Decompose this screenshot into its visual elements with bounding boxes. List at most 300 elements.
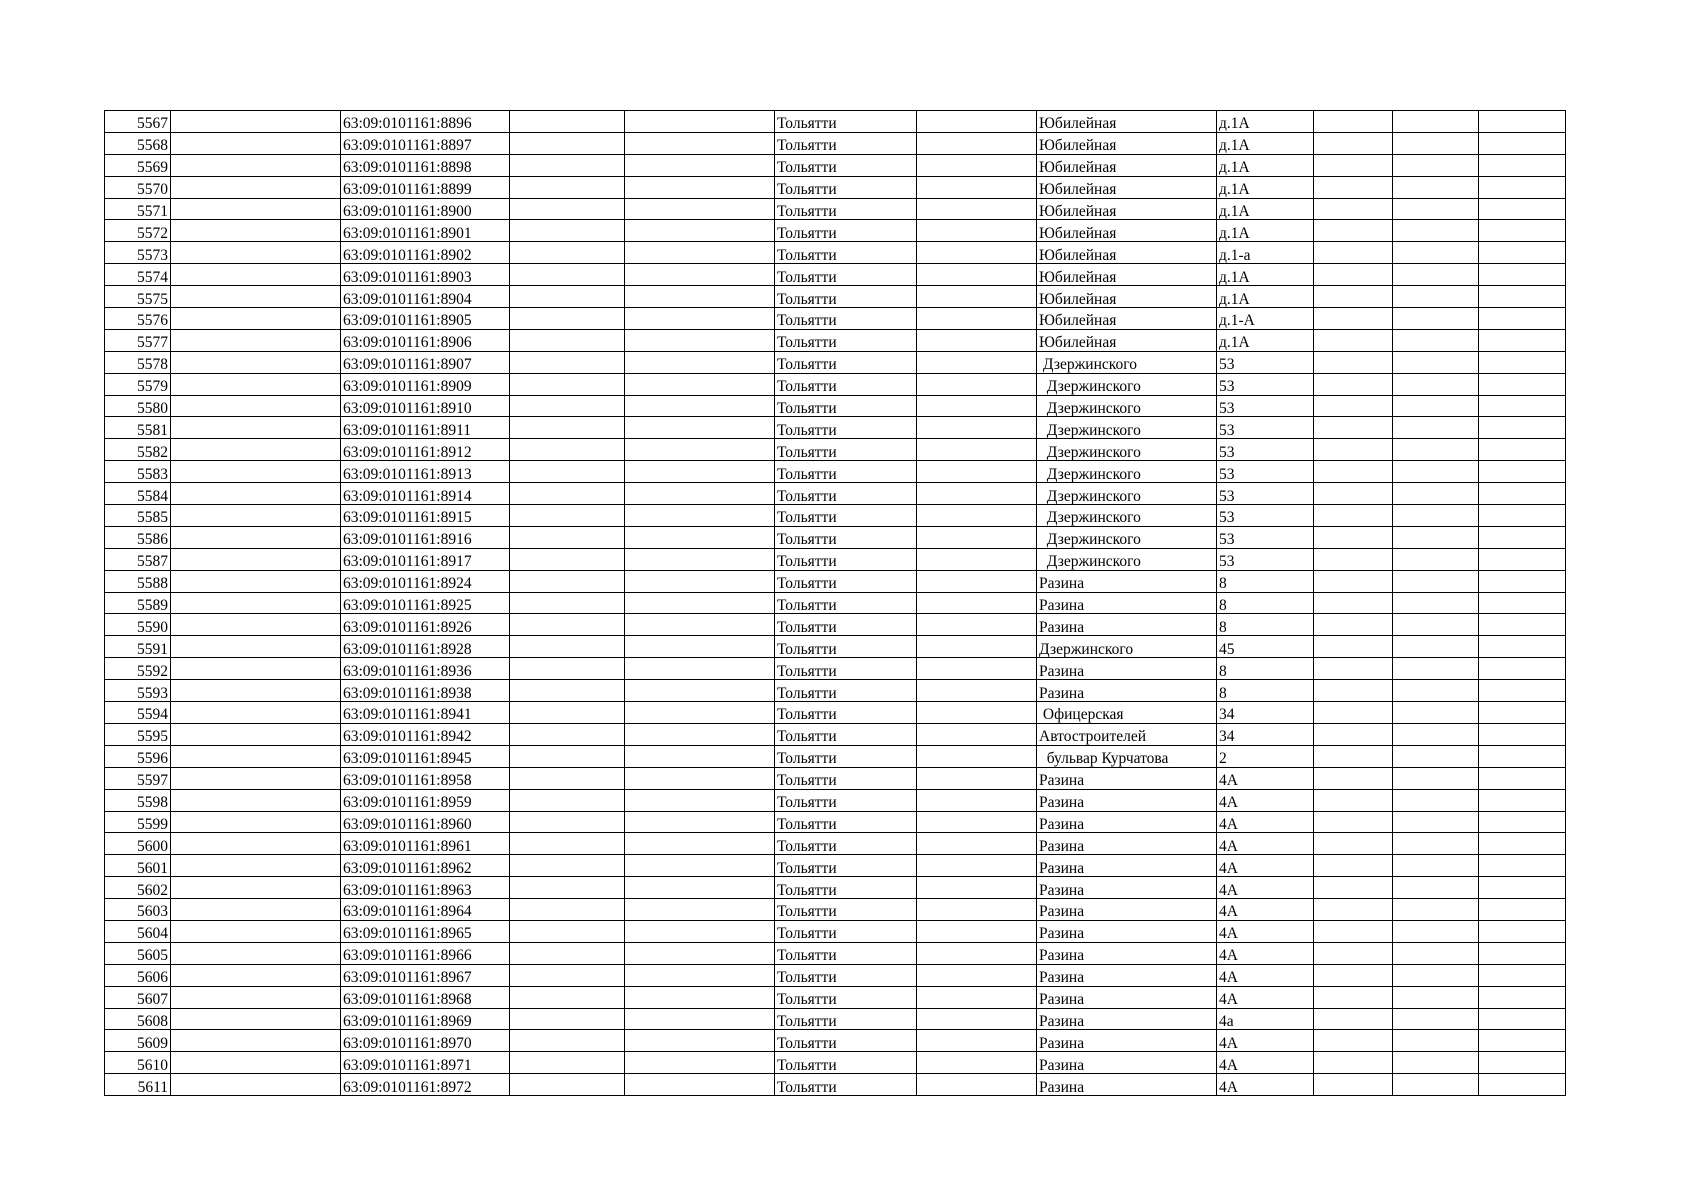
empty-cell <box>917 351 1037 373</box>
empty-cell <box>1479 986 1566 1008</box>
empty-cell <box>1314 176 1393 198</box>
cadastral-number-cell: 63:09:0101161:8925 <box>341 592 510 614</box>
city-cell: Тольятти <box>775 395 917 417</box>
table-row <box>105 833 1566 855</box>
table-row <box>105 942 1566 964</box>
street-cell: Автостроителей <box>1037 723 1217 745</box>
empty-cell <box>1393 505 1479 527</box>
empty-cell <box>1314 570 1393 592</box>
empty-cell <box>1314 658 1393 680</box>
empty-cell <box>1393 154 1479 176</box>
house-number-cell: д.1А <box>1217 154 1314 176</box>
empty-cell <box>917 680 1037 702</box>
empty-cell <box>1479 111 1566 133</box>
cadastral-number-cell: 63:09:0101161:8961 <box>341 833 510 855</box>
empty-cell <box>1393 264 1479 286</box>
registry-body <box>105 111 1566 1096</box>
empty-cell <box>171 483 341 505</box>
city-cell: Тольятти <box>775 351 917 373</box>
city-cell: Тольятти <box>775 176 917 198</box>
empty-cell <box>1393 592 1479 614</box>
empty-cell <box>1314 702 1393 724</box>
empty-cell <box>917 1030 1037 1052</box>
empty-cell <box>1314 745 1393 767</box>
empty-cell <box>1393 286 1479 308</box>
house-number-cell: 34 <box>1217 702 1314 724</box>
table-row <box>105 373 1566 395</box>
row-number-cell: 5593 <box>105 680 171 702</box>
empty-cell <box>510 286 625 308</box>
empty-cell <box>1393 636 1479 658</box>
empty-cell <box>1479 351 1566 373</box>
empty-cell <box>917 198 1037 220</box>
cadastral-number-cell: 63:09:0101161:8898 <box>341 154 510 176</box>
city-cell: Тольятти <box>775 1074 917 1096</box>
empty-cell <box>917 877 1037 899</box>
empty-cell <box>1314 964 1393 986</box>
table-row <box>105 1008 1566 1030</box>
empty-cell <box>1314 308 1393 330</box>
empty-cell <box>917 132 1037 154</box>
empty-cell <box>917 570 1037 592</box>
house-number-cell: д.1А <box>1217 220 1314 242</box>
empty-cell <box>1479 614 1566 636</box>
table-row <box>105 242 1566 264</box>
empty-cell <box>1479 548 1566 570</box>
empty-cell <box>917 745 1037 767</box>
cadastral-number-cell: 63:09:0101161:8903 <box>341 264 510 286</box>
row-number-cell: 5599 <box>105 811 171 833</box>
street-cell: Дзержинского <box>1037 351 1217 373</box>
street-cell: Разина <box>1037 1030 1217 1052</box>
house-number-cell: 53 <box>1217 395 1314 417</box>
empty-cell <box>1393 1074 1479 1096</box>
empty-cell <box>1393 373 1479 395</box>
empty-cell <box>1393 417 1479 439</box>
table-row <box>105 658 1566 680</box>
empty-cell <box>1393 833 1479 855</box>
house-number-cell: 53 <box>1217 439 1314 461</box>
empty-cell <box>1393 1052 1479 1074</box>
empty-cell <box>625 483 775 505</box>
empty-cell <box>917 373 1037 395</box>
empty-cell <box>917 483 1037 505</box>
cadastral-number-cell: 63:09:0101161:8969 <box>341 1008 510 1030</box>
empty-cell <box>917 964 1037 986</box>
empty-cell <box>917 942 1037 964</box>
city-cell: Тольятти <box>775 592 917 614</box>
table-row <box>105 176 1566 198</box>
table-row <box>105 899 1566 921</box>
row-number-cell: 5605 <box>105 942 171 964</box>
empty-cell <box>625 132 775 154</box>
empty-cell <box>1314 592 1393 614</box>
empty-cell <box>171 942 341 964</box>
empty-cell <box>1314 1008 1393 1030</box>
street-cell: Разина <box>1037 1074 1217 1096</box>
street-cell: Дзержинского <box>1037 505 1217 527</box>
house-number-cell: 8 <box>1217 592 1314 614</box>
row-number-cell: 5598 <box>105 789 171 811</box>
street-cell: Юбилейная <box>1037 286 1217 308</box>
house-number-cell: д.1А <box>1217 264 1314 286</box>
city-cell: Тольятти <box>775 877 917 899</box>
cadastral-number-cell: 63:09:0101161:8912 <box>341 439 510 461</box>
empty-cell <box>1314 111 1393 133</box>
cadastral-number-cell: 63:09:0101161:8910 <box>341 395 510 417</box>
table-row <box>105 592 1566 614</box>
empty-cell <box>1314 505 1393 527</box>
city-cell: Тольятти <box>775 614 917 636</box>
row-number-cell: 5604 <box>105 920 171 942</box>
empty-cell <box>917 636 1037 658</box>
empty-cell <box>1479 154 1566 176</box>
table-row <box>105 680 1566 702</box>
empty-cell <box>917 286 1037 308</box>
empty-cell <box>1314 811 1393 833</box>
empty-cell <box>1393 964 1479 986</box>
empty-cell <box>171 614 341 636</box>
house-number-cell: 34 <box>1217 723 1314 745</box>
street-cell: Разина <box>1037 855 1217 877</box>
city-cell: Тольятти <box>775 1008 917 1030</box>
empty-cell <box>171 242 341 264</box>
empty-cell <box>917 526 1037 548</box>
empty-cell <box>510 899 625 921</box>
empty-cell <box>171 308 341 330</box>
empty-cell <box>510 242 625 264</box>
cadastral-number-cell: 63:09:0101161:8963 <box>341 877 510 899</box>
street-cell: Разина <box>1037 833 1217 855</box>
cadastral-number-cell: 63:09:0101161:8905 <box>341 308 510 330</box>
empty-cell <box>917 439 1037 461</box>
empty-cell <box>1479 483 1566 505</box>
empty-cell <box>1479 308 1566 330</box>
house-number-cell: 4а <box>1217 1008 1314 1030</box>
row-number-cell: 5581 <box>105 417 171 439</box>
street-cell: Дзержинского <box>1037 461 1217 483</box>
cadastral-number-cell: 63:09:0101161:8936 <box>341 658 510 680</box>
empty-cell <box>917 242 1037 264</box>
city-cell: Тольятти <box>775 329 917 351</box>
empty-cell <box>510 373 625 395</box>
house-number-cell: 4А <box>1217 833 1314 855</box>
empty-cell <box>171 461 341 483</box>
empty-cell <box>510 986 625 1008</box>
empty-cell <box>510 767 625 789</box>
empty-cell <box>171 111 341 133</box>
empty-cell <box>1479 877 1566 899</box>
empty-cell <box>171 526 341 548</box>
empty-cell <box>917 329 1037 351</box>
empty-cell <box>171 767 341 789</box>
empty-cell <box>171 1030 341 1052</box>
house-number-cell: 8 <box>1217 658 1314 680</box>
empty-cell <box>1479 964 1566 986</box>
empty-cell <box>510 811 625 833</box>
street-cell: Дзержинского <box>1037 483 1217 505</box>
empty-cell <box>1479 745 1566 767</box>
empty-cell <box>510 680 625 702</box>
cadastral-number-cell: 63:09:0101161:8945 <box>341 745 510 767</box>
empty-cell <box>510 329 625 351</box>
empty-cell <box>510 198 625 220</box>
empty-cell <box>1479 855 1566 877</box>
empty-cell <box>171 351 341 373</box>
empty-cell <box>625 154 775 176</box>
street-cell: Юбилейная <box>1037 176 1217 198</box>
city-cell: Тольятти <box>775 220 917 242</box>
empty-cell <box>510 1030 625 1052</box>
table-row <box>105 614 1566 636</box>
empty-cell <box>510 264 625 286</box>
city-cell: Тольятти <box>775 570 917 592</box>
empty-cell <box>171 658 341 680</box>
street-cell: Разина <box>1037 592 1217 614</box>
street-cell: Разина <box>1037 899 1217 921</box>
city-cell: Тольятти <box>775 198 917 220</box>
cadastral-number-cell: 63:09:0101161:8958 <box>341 767 510 789</box>
table-row <box>105 220 1566 242</box>
cadastral-number-cell: 63:09:0101161:8907 <box>341 351 510 373</box>
row-number-cell: 5573 <box>105 242 171 264</box>
cadastral-number-cell: 63:09:0101161:8917 <box>341 548 510 570</box>
street-cell: Разина <box>1037 920 1217 942</box>
empty-cell <box>917 154 1037 176</box>
empty-cell <box>171 592 341 614</box>
cadastral-number-cell: 63:09:0101161:8899 <box>341 176 510 198</box>
empty-cell <box>1393 111 1479 133</box>
row-number-cell: 5584 <box>105 483 171 505</box>
empty-cell <box>171 548 341 570</box>
empty-cell <box>1479 702 1566 724</box>
empty-cell <box>171 899 341 921</box>
empty-cell <box>1314 220 1393 242</box>
empty-cell <box>1393 329 1479 351</box>
empty-cell <box>1479 570 1566 592</box>
empty-cell <box>1314 242 1393 264</box>
empty-cell <box>917 986 1037 1008</box>
table-row <box>105 308 1566 330</box>
empty-cell <box>917 767 1037 789</box>
city-cell: Тольятти <box>775 505 917 527</box>
empty-cell <box>510 592 625 614</box>
empty-cell <box>917 1074 1037 1096</box>
table-row <box>105 505 1566 527</box>
street-cell: Юбилейная <box>1037 220 1217 242</box>
empty-cell <box>510 942 625 964</box>
house-number-cell: 53 <box>1217 505 1314 527</box>
empty-cell <box>1314 286 1393 308</box>
empty-cell <box>1314 789 1393 811</box>
empty-cell <box>1479 242 1566 264</box>
city-cell: Тольятти <box>775 1052 917 1074</box>
empty-cell <box>1314 877 1393 899</box>
empty-cell <box>510 220 625 242</box>
empty-cell <box>1479 461 1566 483</box>
row-number-cell: 5579 <box>105 373 171 395</box>
empty-cell <box>917 220 1037 242</box>
cadastral-number-cell: 63:09:0101161:8897 <box>341 132 510 154</box>
empty-cell <box>1314 439 1393 461</box>
empty-cell <box>1479 789 1566 811</box>
empty-cell <box>171 833 341 855</box>
empty-cell <box>510 1008 625 1030</box>
empty-cell <box>1479 899 1566 921</box>
table-row <box>105 111 1566 133</box>
street-cell: Офицерская <box>1037 702 1217 724</box>
empty-cell <box>171 723 341 745</box>
empty-cell <box>1393 942 1479 964</box>
empty-cell <box>1479 264 1566 286</box>
street-cell: Юбилейная <box>1037 264 1217 286</box>
table-row <box>105 461 1566 483</box>
empty-cell <box>1314 264 1393 286</box>
empty-cell <box>1314 483 1393 505</box>
street-cell: Юбилейная <box>1037 154 1217 176</box>
empty-cell <box>510 723 625 745</box>
house-number-cell: 4А <box>1217 767 1314 789</box>
row-number-cell: 5580 <box>105 395 171 417</box>
empty-cell <box>1479 767 1566 789</box>
empty-cell <box>917 811 1037 833</box>
house-number-cell: 4А <box>1217 1074 1314 1096</box>
empty-cell <box>171 132 341 154</box>
city-cell: Тольятти <box>775 308 917 330</box>
city-cell: Тольятти <box>775 111 917 133</box>
empty-cell <box>625 505 775 527</box>
empty-cell <box>625 636 775 658</box>
street-cell: Дзержинского <box>1037 526 1217 548</box>
empty-cell <box>171 439 341 461</box>
house-number-cell: 53 <box>1217 417 1314 439</box>
empty-cell <box>171 877 341 899</box>
empty-cell <box>510 351 625 373</box>
table-row <box>105 351 1566 373</box>
row-number-cell: 5587 <box>105 548 171 570</box>
row-number-cell: 5585 <box>105 505 171 527</box>
row-number-cell: 5590 <box>105 614 171 636</box>
empty-cell <box>510 570 625 592</box>
empty-cell <box>625 329 775 351</box>
row-number-cell: 5572 <box>105 220 171 242</box>
empty-cell <box>171 286 341 308</box>
empty-cell <box>917 308 1037 330</box>
empty-cell <box>625 702 775 724</box>
empty-cell <box>1393 351 1479 373</box>
empty-cell <box>1314 198 1393 220</box>
table-row <box>105 132 1566 154</box>
street-cell: Дзержинского <box>1037 417 1217 439</box>
empty-cell <box>625 899 775 921</box>
empty-cell <box>171 505 341 527</box>
empty-cell <box>917 833 1037 855</box>
empty-cell <box>1314 417 1393 439</box>
empty-cell <box>1479 439 1566 461</box>
empty-cell <box>625 176 775 198</box>
table-row <box>105 811 1566 833</box>
empty-cell <box>171 176 341 198</box>
empty-cell <box>171 264 341 286</box>
city-cell: Тольятти <box>775 154 917 176</box>
empty-cell <box>1393 1030 1479 1052</box>
city-cell: Тольятти <box>775 1030 917 1052</box>
empty-cell <box>1479 723 1566 745</box>
empty-cell <box>625 286 775 308</box>
empty-cell <box>171 395 341 417</box>
row-number-cell: 5568 <box>105 132 171 154</box>
empty-cell <box>1393 767 1479 789</box>
empty-cell <box>510 548 625 570</box>
table-row <box>105 767 1566 789</box>
cadastral-number-cell: 63:09:0101161:8972 <box>341 1074 510 1096</box>
empty-cell <box>1479 1074 1566 1096</box>
row-number-cell: 5588 <box>105 570 171 592</box>
table-row <box>105 636 1566 658</box>
house-number-cell: д.1А <box>1217 198 1314 220</box>
empty-cell <box>1393 395 1479 417</box>
empty-cell <box>510 1074 625 1096</box>
empty-cell <box>625 767 775 789</box>
empty-cell <box>1479 329 1566 351</box>
table-row <box>105 986 1566 1008</box>
empty-cell <box>1479 1030 1566 1052</box>
cadastral-number-cell: 63:09:0101161:8909 <box>341 373 510 395</box>
empty-cell <box>1314 461 1393 483</box>
cadastral-number-cell: 63:09:0101161:8960 <box>341 811 510 833</box>
city-cell: Тольятти <box>775 264 917 286</box>
empty-cell <box>1393 789 1479 811</box>
empty-cell <box>917 614 1037 636</box>
empty-cell <box>625 111 775 133</box>
street-cell: Разина <box>1037 1008 1217 1030</box>
street-cell: Разина <box>1037 789 1217 811</box>
empty-cell <box>510 308 625 330</box>
cadastral-number-cell: 63:09:0101161:8968 <box>341 986 510 1008</box>
empty-cell <box>510 920 625 942</box>
cadastral-number-cell: 63:09:0101161:8962 <box>341 855 510 877</box>
empty-cell <box>625 942 775 964</box>
empty-cell <box>625 570 775 592</box>
table-row <box>105 154 1566 176</box>
empty-cell <box>510 855 625 877</box>
house-number-cell: 4А <box>1217 1030 1314 1052</box>
empty-cell <box>1393 461 1479 483</box>
empty-cell <box>1393 745 1479 767</box>
city-cell: Тольятти <box>775 483 917 505</box>
table-row <box>105 789 1566 811</box>
empty-cell <box>1479 592 1566 614</box>
house-number-cell: 53 <box>1217 548 1314 570</box>
empty-cell <box>917 789 1037 811</box>
empty-cell <box>171 1008 341 1030</box>
street-cell: Разина <box>1037 986 1217 1008</box>
empty-cell <box>1314 680 1393 702</box>
row-number-cell: 5570 <box>105 176 171 198</box>
house-number-cell: 53 <box>1217 483 1314 505</box>
row-number-cell: 5611 <box>105 1074 171 1096</box>
cadastral-number-cell: 63:09:0101161:8906 <box>341 329 510 351</box>
empty-cell <box>625 461 775 483</box>
city-cell: Тольятти <box>775 417 917 439</box>
empty-cell <box>1479 526 1566 548</box>
cadastral-number-cell: 63:09:0101161:8941 <box>341 702 510 724</box>
empty-cell <box>1314 614 1393 636</box>
cadastral-number-cell: 63:09:0101161:8966 <box>341 942 510 964</box>
cadastral-number-cell: 63:09:0101161:8942 <box>341 723 510 745</box>
table-row <box>105 198 1566 220</box>
empty-cell <box>625 264 775 286</box>
